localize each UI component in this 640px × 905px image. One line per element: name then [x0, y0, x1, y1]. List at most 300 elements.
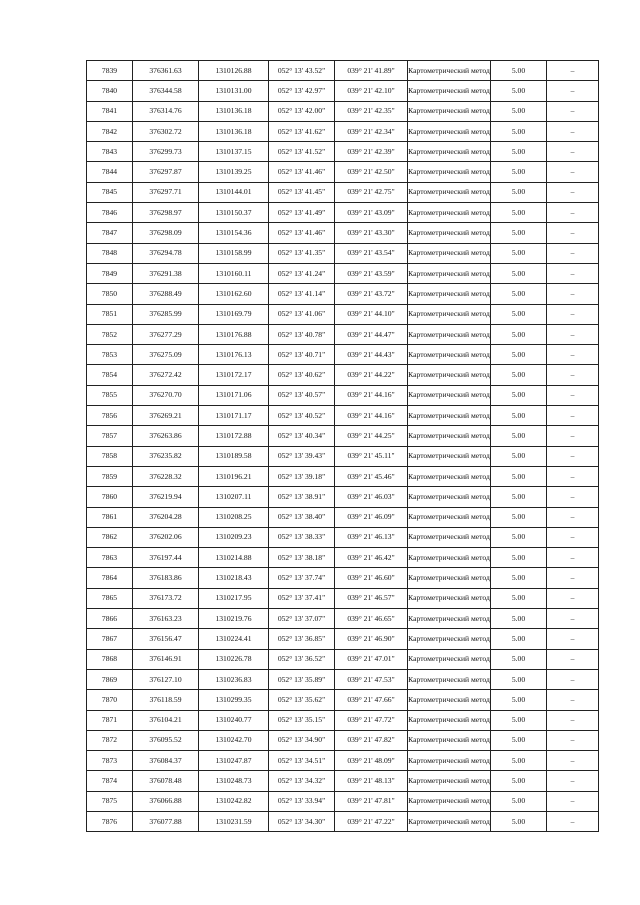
table-row: [87, 324, 599, 344]
note-cell: –: [547, 669, 599, 689]
point-number-cell: 7853: [87, 345, 133, 365]
method-cell: Картометрический метод: [408, 548, 491, 568]
method-cell: Картометрический метод: [408, 690, 491, 710]
method-cell: Картометрический метод: [408, 324, 491, 344]
latitude-cell: 052° 13' 39.18": [269, 466, 335, 486]
y-coordinate-cell: 1310172.17: [199, 365, 269, 385]
longitude-cell: 039° 21' 44.16": [335, 385, 408, 405]
longitude-cell: 039° 21' 42.10": [335, 81, 408, 101]
point-number-cell: 7876: [87, 811, 133, 831]
latitude-cell: 052° 13' 40.34": [269, 426, 335, 446]
point-number-cell: 7873: [87, 751, 133, 771]
latitude-cell: 052° 13' 41.46": [269, 162, 335, 182]
note-cell: –: [547, 527, 599, 547]
accuracy-cell: 5.00: [491, 304, 547, 324]
note-cell: –: [547, 406, 599, 426]
accuracy-cell: 5.00: [491, 81, 547, 101]
y-coordinate-cell: 1310236.83: [199, 669, 269, 689]
y-coordinate-cell: 1310136.18: [199, 101, 269, 121]
table-row: [87, 263, 599, 283]
note-cell: –: [547, 568, 599, 588]
note-cell: –: [547, 385, 599, 405]
latitude-cell: 052° 13' 41.35": [269, 243, 335, 263]
accuracy-cell: 5.00: [491, 446, 547, 466]
point-number-cell: 7847: [87, 223, 133, 243]
table-row: [87, 243, 599, 263]
method-cell: Картометрический метод: [408, 730, 491, 750]
longitude-cell: 039° 21' 42.50": [335, 162, 408, 182]
coordinates-table-body: [87, 61, 599, 832]
y-coordinate-cell: 1310299.35: [199, 690, 269, 710]
point-number-cell: 7849: [87, 263, 133, 283]
longitude-cell: 039° 21' 42.39": [335, 142, 408, 162]
method-cell: Картометрический метод: [408, 446, 491, 466]
point-number-cell: 7856: [87, 406, 133, 426]
method-cell: Картометрический метод: [408, 263, 491, 283]
accuracy-cell: 5.00: [491, 243, 547, 263]
method-cell: Картометрический метод: [408, 203, 491, 223]
x-coordinate-cell: 376173.72: [133, 588, 199, 608]
accuracy-cell: 5.00: [491, 751, 547, 771]
point-number-cell: 7874: [87, 771, 133, 791]
y-coordinate-cell: 1310171.06: [199, 385, 269, 405]
point-number-cell: 7862: [87, 527, 133, 547]
x-coordinate-cell: 376288.49: [133, 284, 199, 304]
accuracy-cell: 5.00: [491, 588, 547, 608]
longitude-cell: 039° 21' 42.35": [335, 101, 408, 121]
latitude-cell: 052° 13' 42.97": [269, 81, 335, 101]
table-row: [87, 223, 599, 243]
table-row: [87, 426, 599, 446]
table-row: [87, 284, 599, 304]
note-cell: –: [547, 121, 599, 141]
note-cell: –: [547, 345, 599, 365]
note-cell: –: [547, 243, 599, 263]
accuracy-cell: 5.00: [491, 345, 547, 365]
point-number-cell: 7865: [87, 588, 133, 608]
accuracy-cell: 5.00: [491, 791, 547, 811]
table-row: [87, 406, 599, 426]
accuracy-cell: 5.00: [491, 223, 547, 243]
table-row: [87, 629, 599, 649]
accuracy-cell: 5.00: [491, 182, 547, 202]
point-number-cell: 7844: [87, 162, 133, 182]
longitude-cell: 039° 21' 42.75": [335, 182, 408, 202]
table-row: [87, 609, 599, 629]
longitude-cell: 039° 21' 47.81": [335, 791, 408, 811]
y-coordinate-cell: 1310208.25: [199, 507, 269, 527]
x-coordinate-cell: 376294.78: [133, 243, 199, 263]
accuracy-cell: 5.00: [491, 365, 547, 385]
latitude-cell: 052° 13' 41.14": [269, 284, 335, 304]
accuracy-cell: 5.00: [491, 385, 547, 405]
method-cell: Картометрический метод: [408, 811, 491, 831]
x-coordinate-cell: 376077.88: [133, 811, 199, 831]
method-cell: Картометрический метод: [408, 568, 491, 588]
table-row: [87, 203, 599, 223]
point-number-cell: 7860: [87, 487, 133, 507]
longitude-cell: 039° 21' 44.22": [335, 365, 408, 385]
note-cell: –: [547, 61, 599, 81]
longitude-cell: 039° 21' 46.42": [335, 548, 408, 568]
accuracy-cell: 5.00: [491, 284, 547, 304]
y-coordinate-cell: 1310126.88: [199, 61, 269, 81]
y-coordinate-cell: 1310144.01: [199, 182, 269, 202]
point-number-cell: 7842: [87, 121, 133, 141]
table-row: [87, 182, 599, 202]
longitude-cell: 039° 21' 43.54": [335, 243, 408, 263]
method-cell: Картометрический метод: [408, 162, 491, 182]
latitude-cell: 052° 13' 36.52": [269, 649, 335, 669]
note-cell: –: [547, 182, 599, 202]
x-coordinate-cell: 376084.37: [133, 751, 199, 771]
latitude-cell: 052° 13' 40.52": [269, 406, 335, 426]
table-row: [87, 101, 599, 121]
latitude-cell: 052° 13' 40.62": [269, 365, 335, 385]
accuracy-cell: 5.00: [491, 203, 547, 223]
y-coordinate-cell: 1310240.77: [199, 710, 269, 730]
method-cell: Картометрический метод: [408, 101, 491, 121]
latitude-cell: 052° 13' 41.24": [269, 263, 335, 283]
table-row: [87, 61, 599, 81]
y-coordinate-cell: 1310224.41: [199, 629, 269, 649]
y-coordinate-cell: 1310150.37: [199, 203, 269, 223]
longitude-cell: 039° 21' 46.65": [335, 609, 408, 629]
table-row: [87, 527, 599, 547]
note-cell: –: [547, 223, 599, 243]
y-coordinate-cell: 1310176.13: [199, 345, 269, 365]
y-coordinate-cell: 1310136.18: [199, 121, 269, 141]
point-number-cell: 7870: [87, 690, 133, 710]
latitude-cell: 052° 13' 36.85": [269, 629, 335, 649]
latitude-cell: 052° 13' 37.07": [269, 609, 335, 629]
longitude-cell: 039° 21' 44.10": [335, 304, 408, 324]
x-coordinate-cell: 376298.97: [133, 203, 199, 223]
note-cell: –: [547, 142, 599, 162]
method-cell: Картометрический метод: [408, 751, 491, 771]
method-cell: Картометрический метод: [408, 649, 491, 669]
latitude-cell: 052° 13' 39.43": [269, 446, 335, 466]
longitude-cell: 039° 21' 46.03": [335, 487, 408, 507]
note-cell: –: [547, 507, 599, 527]
longitude-cell: 039° 21' 42.34": [335, 121, 408, 141]
y-coordinate-cell: 1310158.99: [199, 243, 269, 263]
note-cell: –: [547, 304, 599, 324]
longitude-cell: 039° 21' 47.22": [335, 811, 408, 831]
table-row: [87, 304, 599, 324]
y-coordinate-cell: 1310209.23: [199, 527, 269, 547]
point-number-cell: 7841: [87, 101, 133, 121]
latitude-cell: 052° 13' 35.62": [269, 690, 335, 710]
x-coordinate-cell: 376163.23: [133, 609, 199, 629]
latitude-cell: 052° 13' 38.33": [269, 527, 335, 547]
accuracy-cell: 5.00: [491, 324, 547, 344]
latitude-cell: 052° 13' 34.51": [269, 751, 335, 771]
point-number-cell: 7868: [87, 649, 133, 669]
x-coordinate-cell: 376299.73: [133, 142, 199, 162]
accuracy-cell: 5.00: [491, 669, 547, 689]
x-coordinate-cell: 376127.10: [133, 669, 199, 689]
y-coordinate-cell: 1310214.88: [199, 548, 269, 568]
accuracy-cell: 5.00: [491, 426, 547, 446]
x-coordinate-cell: 376361.63: [133, 61, 199, 81]
table-row: [87, 466, 599, 486]
note-cell: –: [547, 446, 599, 466]
longitude-cell: 039° 21' 48.09": [335, 751, 408, 771]
note-cell: –: [547, 710, 599, 730]
x-coordinate-cell: 376219.94: [133, 487, 199, 507]
note-cell: –: [547, 811, 599, 831]
table-row: [87, 162, 599, 182]
method-cell: Картометрический метод: [408, 345, 491, 365]
point-number-cell: 7851: [87, 304, 133, 324]
latitude-cell: 052° 13' 41.45": [269, 182, 335, 202]
point-number-cell: 7855: [87, 385, 133, 405]
x-coordinate-cell: 376228.32: [133, 466, 199, 486]
coordinates-table: [86, 60, 599, 832]
y-coordinate-cell: 1310172.88: [199, 426, 269, 446]
longitude-cell: 039° 21' 46.09": [335, 507, 408, 527]
table-row: [87, 751, 599, 771]
x-coordinate-cell: 376297.87: [133, 162, 199, 182]
x-coordinate-cell: 376297.71: [133, 182, 199, 202]
latitude-cell: 052° 13' 34.30": [269, 811, 335, 831]
x-coordinate-cell: 376202.06: [133, 527, 199, 547]
x-coordinate-cell: 376235.82: [133, 446, 199, 466]
point-number-cell: 7867: [87, 629, 133, 649]
accuracy-cell: 5.00: [491, 548, 547, 568]
point-number-cell: 7857: [87, 426, 133, 446]
note-cell: –: [547, 649, 599, 669]
accuracy-cell: 5.00: [491, 710, 547, 730]
accuracy-cell: 5.00: [491, 142, 547, 162]
x-coordinate-cell: 376275.09: [133, 345, 199, 365]
x-coordinate-cell: 376285.99: [133, 304, 199, 324]
method-cell: Картометрический метод: [408, 669, 491, 689]
accuracy-cell: 5.00: [491, 121, 547, 141]
point-number-cell: 7861: [87, 507, 133, 527]
y-coordinate-cell: 1310154.36: [199, 223, 269, 243]
accuracy-cell: 5.00: [491, 771, 547, 791]
note-cell: –: [547, 771, 599, 791]
accuracy-cell: 5.00: [491, 730, 547, 750]
method-cell: Картометрический метод: [408, 121, 491, 141]
accuracy-cell: 5.00: [491, 487, 547, 507]
note-cell: –: [547, 81, 599, 101]
table-row: [87, 690, 599, 710]
method-cell: Картометрический метод: [408, 223, 491, 243]
latitude-cell: 052° 13' 41.49": [269, 203, 335, 223]
table-row: [87, 142, 599, 162]
longitude-cell: 039° 21' 43.09": [335, 203, 408, 223]
x-coordinate-cell: 376197.44: [133, 548, 199, 568]
y-coordinate-cell: 1310207.11: [199, 487, 269, 507]
x-coordinate-cell: 376118.59: [133, 690, 199, 710]
longitude-cell: 039° 21' 41.89": [335, 61, 408, 81]
note-cell: –: [547, 690, 599, 710]
point-number-cell: 7854: [87, 365, 133, 385]
note-cell: –: [547, 426, 599, 446]
y-coordinate-cell: 1310242.70: [199, 730, 269, 750]
y-coordinate-cell: 1310196.21: [199, 466, 269, 486]
x-coordinate-cell: 376302.72: [133, 121, 199, 141]
method-cell: Картометрический метод: [408, 182, 491, 202]
accuracy-cell: 5.00: [491, 527, 547, 547]
method-cell: Картометрический метод: [408, 629, 491, 649]
method-cell: Картометрический метод: [408, 406, 491, 426]
point-number-cell: 7869: [87, 669, 133, 689]
longitude-cell: 039° 21' 46.90": [335, 629, 408, 649]
x-coordinate-cell: 376277.29: [133, 324, 199, 344]
method-cell: Картометрический метод: [408, 304, 491, 324]
note-cell: –: [547, 487, 599, 507]
note-cell: –: [547, 284, 599, 304]
longitude-cell: 039° 21' 46.60": [335, 568, 408, 588]
method-cell: Картометрический метод: [408, 527, 491, 547]
table-row: [87, 710, 599, 730]
point-number-cell: 7839: [87, 61, 133, 81]
x-coordinate-cell: 376183.86: [133, 568, 199, 588]
y-coordinate-cell: 1310169.79: [199, 304, 269, 324]
note-cell: –: [547, 101, 599, 121]
method-cell: Картометрический метод: [408, 61, 491, 81]
longitude-cell: 039° 21' 45.46": [335, 466, 408, 486]
y-coordinate-cell: 1310176.88: [199, 324, 269, 344]
x-coordinate-cell: 376095.52: [133, 730, 199, 750]
table-row: [87, 568, 599, 588]
point-number-cell: 7866: [87, 609, 133, 629]
longitude-cell: 039° 21' 45.11": [335, 446, 408, 466]
point-number-cell: 7864: [87, 568, 133, 588]
point-number-cell: 7872: [87, 730, 133, 750]
x-coordinate-cell: 376344.58: [133, 81, 199, 101]
table-row: [87, 730, 599, 750]
accuracy-cell: 5.00: [491, 629, 547, 649]
accuracy-cell: 5.00: [491, 690, 547, 710]
accuracy-cell: 5.00: [491, 811, 547, 831]
longitude-cell: 039° 21' 46.57": [335, 588, 408, 608]
y-coordinate-cell: 1310242.82: [199, 791, 269, 811]
x-coordinate-cell: 376270.70: [133, 385, 199, 405]
longitude-cell: 039° 21' 48.13": [335, 771, 408, 791]
y-coordinate-cell: 1310171.17: [199, 406, 269, 426]
latitude-cell: 052° 13' 38.91": [269, 487, 335, 507]
latitude-cell: 052° 13' 34.90": [269, 730, 335, 750]
method-cell: Картометрический метод: [408, 487, 491, 507]
method-cell: Картометрический метод: [408, 426, 491, 446]
note-cell: –: [547, 751, 599, 771]
table-row: [87, 345, 599, 365]
point-number-cell: 7840: [87, 81, 133, 101]
latitude-cell: 052° 13' 41.62": [269, 121, 335, 141]
x-coordinate-cell: 376272.42: [133, 365, 199, 385]
point-number-cell: 7846: [87, 203, 133, 223]
latitude-cell: 052° 13' 33.94": [269, 791, 335, 811]
table-row: [87, 771, 599, 791]
y-coordinate-cell: 1310139.25: [199, 162, 269, 182]
y-coordinate-cell: 1310189.58: [199, 446, 269, 466]
latitude-cell: 052° 13' 40.71": [269, 345, 335, 365]
table-row: [87, 365, 599, 385]
method-cell: Картометрический метод: [408, 710, 491, 730]
longitude-cell: 039° 21' 47.66": [335, 690, 408, 710]
y-coordinate-cell: 1310218.43: [199, 568, 269, 588]
table-row: [87, 385, 599, 405]
longitude-cell: 039° 21' 46.13": [335, 527, 408, 547]
latitude-cell: 052° 13' 38.18": [269, 548, 335, 568]
accuracy-cell: 5.00: [491, 406, 547, 426]
note-cell: –: [547, 466, 599, 486]
longitude-cell: 039° 21' 47.01": [335, 649, 408, 669]
table-row: [87, 649, 599, 669]
note-cell: –: [547, 324, 599, 344]
longitude-cell: 039° 21' 43.59": [335, 263, 408, 283]
longitude-cell: 039° 21' 47.72": [335, 710, 408, 730]
x-coordinate-cell: 376269.21: [133, 406, 199, 426]
table-row: [87, 81, 599, 101]
latitude-cell: 052° 13' 41.06": [269, 304, 335, 324]
table-row: [87, 811, 599, 831]
method-cell: Картометрический метод: [408, 365, 491, 385]
point-number-cell: 7843: [87, 142, 133, 162]
note-cell: –: [547, 263, 599, 283]
method-cell: Картометрический метод: [408, 771, 491, 791]
longitude-cell: 039° 21' 44.43": [335, 345, 408, 365]
note-cell: –: [547, 629, 599, 649]
table-row: [87, 791, 599, 811]
accuracy-cell: 5.00: [491, 507, 547, 527]
method-cell: Картометрический метод: [408, 81, 491, 101]
point-number-cell: 7858: [87, 446, 133, 466]
point-number-cell: 7863: [87, 548, 133, 568]
x-coordinate-cell: 376146.91: [133, 649, 199, 669]
accuracy-cell: 5.00: [491, 649, 547, 669]
point-number-cell: 7875: [87, 791, 133, 811]
method-cell: Картометрический метод: [408, 284, 491, 304]
accuracy-cell: 5.00: [491, 568, 547, 588]
method-cell: Картометрический метод: [408, 791, 491, 811]
note-cell: –: [547, 162, 599, 182]
x-coordinate-cell: 376204.28: [133, 507, 199, 527]
method-cell: Картометрический метод: [408, 142, 491, 162]
method-cell: Картометрический метод: [408, 507, 491, 527]
y-coordinate-cell: 1310217.95: [199, 588, 269, 608]
x-coordinate-cell: 376078.48: [133, 771, 199, 791]
x-coordinate-cell: 376104.21: [133, 710, 199, 730]
note-cell: –: [547, 730, 599, 750]
note-cell: –: [547, 548, 599, 568]
table-row: [87, 121, 599, 141]
point-number-cell: 7871: [87, 710, 133, 730]
x-coordinate-cell: 376263.86: [133, 426, 199, 446]
point-number-cell: 7850: [87, 284, 133, 304]
latitude-cell: 052° 13' 35.89": [269, 669, 335, 689]
point-number-cell: 7848: [87, 243, 133, 263]
table-row: [87, 548, 599, 568]
latitude-cell: 052° 13' 43.52": [269, 61, 335, 81]
table-row: [87, 669, 599, 689]
note-cell: –: [547, 203, 599, 223]
latitude-cell: 052° 13' 38.40": [269, 507, 335, 527]
y-coordinate-cell: 1310248.73: [199, 771, 269, 791]
accuracy-cell: 5.00: [491, 61, 547, 81]
accuracy-cell: 5.00: [491, 466, 547, 486]
method-cell: Картометрический метод: [408, 609, 491, 629]
latitude-cell: 052° 13' 40.78": [269, 324, 335, 344]
latitude-cell: 052° 13' 35.15": [269, 710, 335, 730]
x-coordinate-cell: 376066.88: [133, 791, 199, 811]
table-row: [87, 588, 599, 608]
